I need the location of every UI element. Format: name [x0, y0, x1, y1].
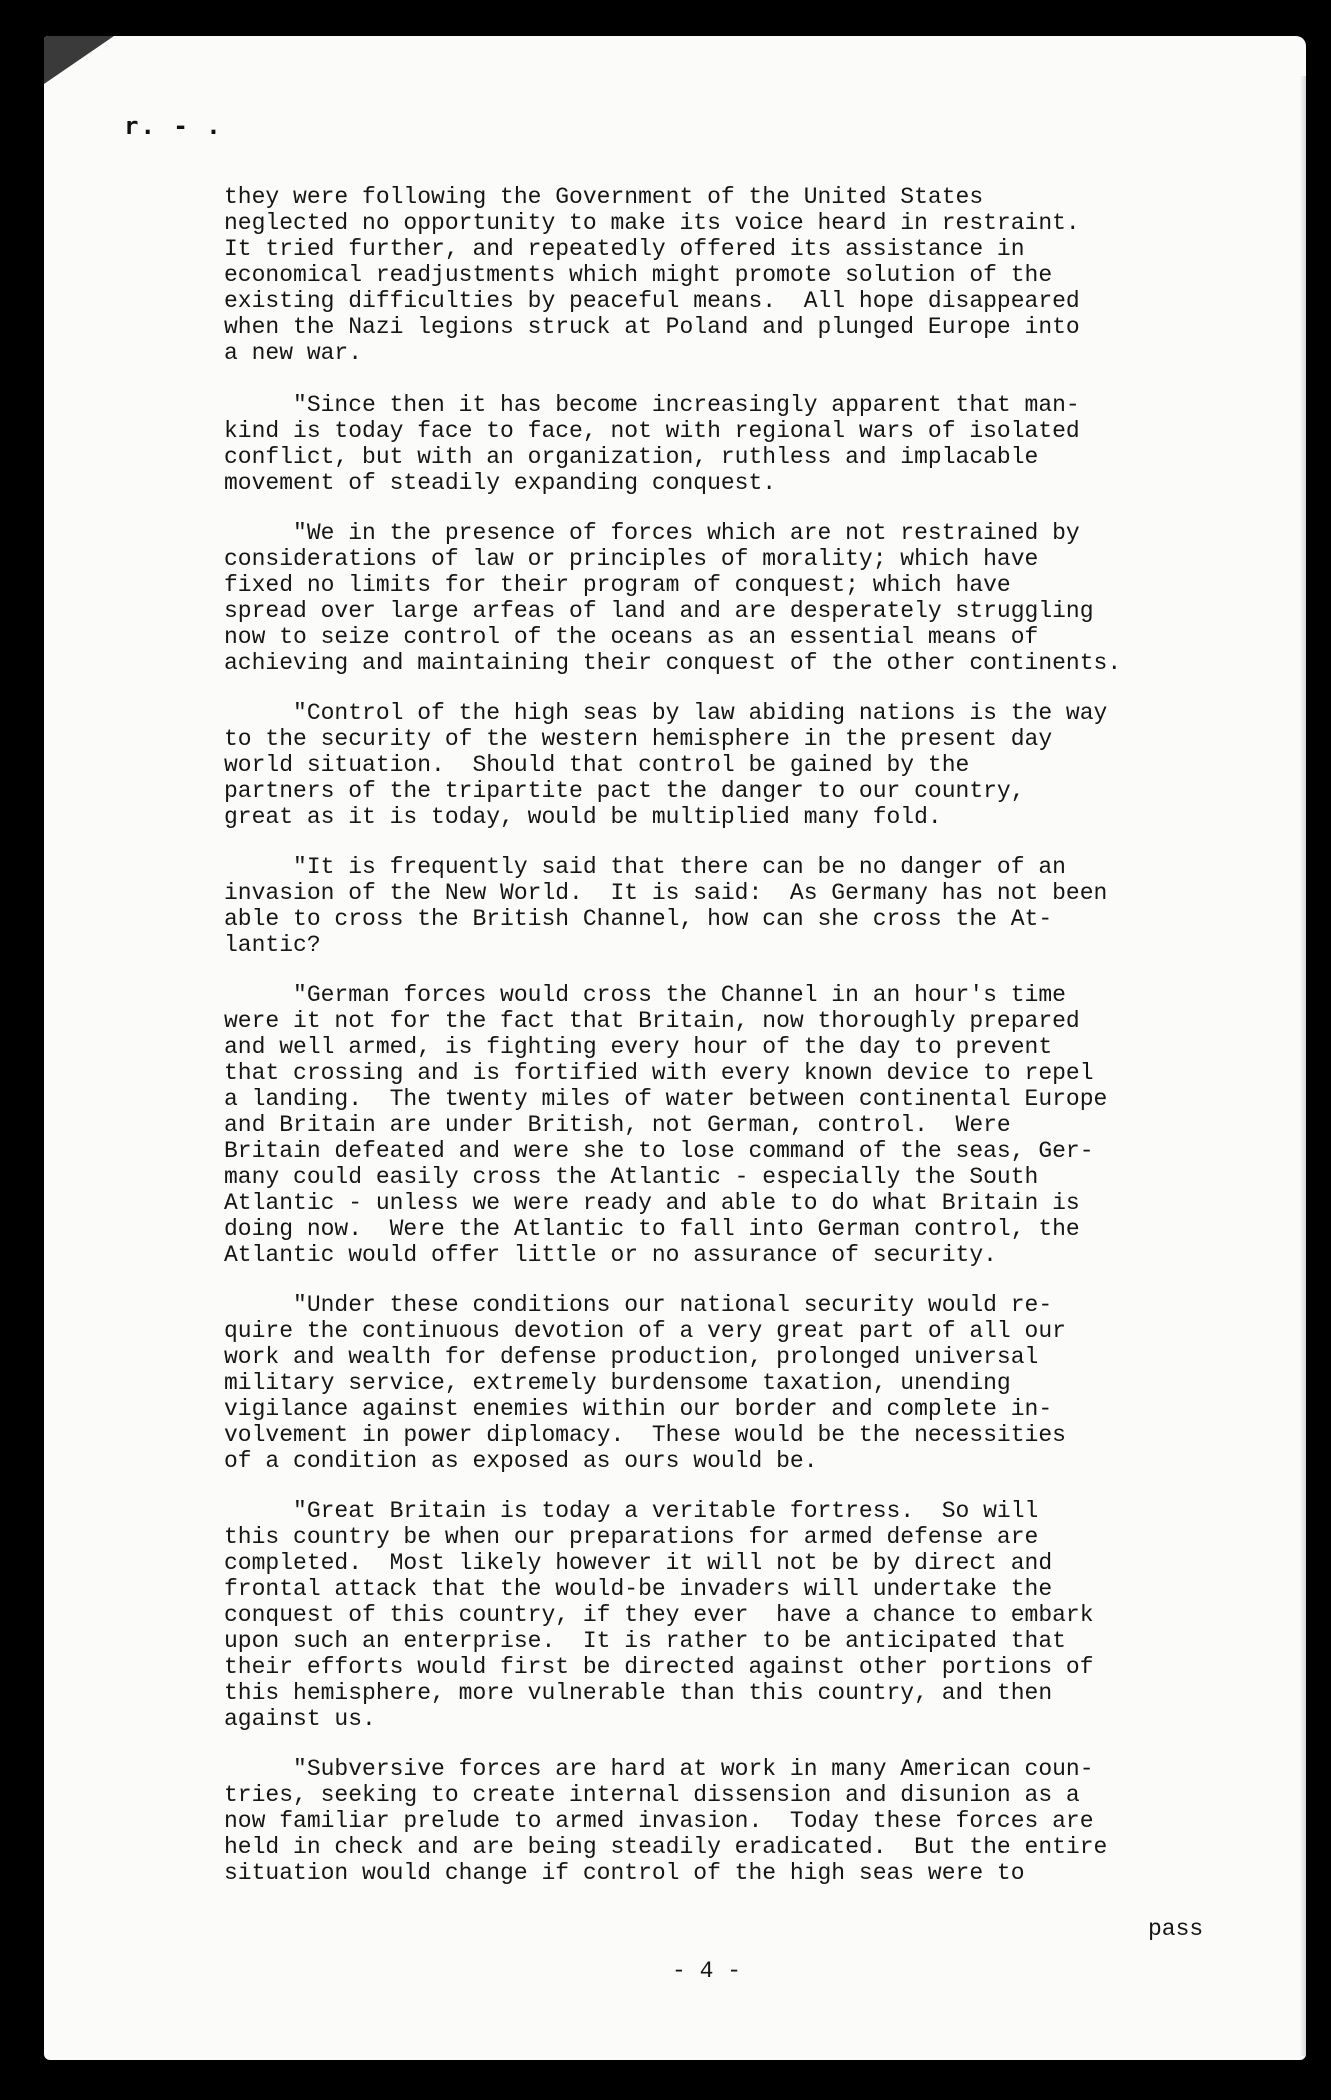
folded-corner — [44, 36, 114, 84]
page-number: - 4 - — [672, 1958, 742, 1984]
document-body — [224, 184, 1284, 1910]
paragraph-2: "Since then it has become increasingly apparent that man- kind is today face to face, not with regional wars of isolated conflict, but with an organization, ruthless and implacable movement of steadily expanding conquest. — [224, 392, 1080, 496]
paragraph-1: they were following the Government of the United States neglected no opportunity to make its voice heard in restraint. It tried further, and repeatedly offered its assistance in economical readjustments which might promote solution of the existing difficulties by peaceful means. All hope disappeared when the Nazi legions struck at Poland and plunged Europe into a new war. — [224, 184, 1080, 366]
paragraph-8: "Great Britain is today a veritable fortress. So will this country be when our preparations for armed defense are completed. Most likely however it will not be by direct and frontal attack that the would-be invaders will undertake the conquest of this country, if they ever have a chance to embark upon such an enterprise. It is rather to be anticipated that their efforts would first be directed against other portions of this hemisphere, more vulnerable than this country, and then against us. — [224, 1498, 1094, 1732]
paragraph-9: "Subversive forces are hard at work in many American coun- tries, seeking to create internal dissension and disunion as a now familiar prelude to armed invasion. Today these forces are held in check and are being steadily eradicated. But the entire situation would change if control of the high seas were to — [224, 1756, 1108, 1886]
continuation-word: pass — [1148, 1916, 1204, 1942]
paragraph-7: "Under these conditions our national security would re- quire the continuous devotion of a very great part of all our work and wealth for defense production, prolonged universal military service, extremely burdensome taxation, unending vigilance against enemies within our border and complete in- volvement in power diplomacy. These would be the necessities of a condition as exposed as ours would be. — [224, 1292, 1066, 1474]
paragraph-4: "Control of the high seas by law abiding nations is the way to the security of the western hemisphere in the present day world situation. Should that control be gained by the partners of the tripartite pact the danger to our country, great as it is today, would be multiplied many fold. — [224, 700, 1108, 830]
document-page — [44, 36, 1306, 2060]
paragraph-6: "German forces would cross the Channel in an hour's time were it not for the fact that Britain, now thoroughly prepared and well armed, is fighting every hour of the day to prevent that crossing and is fortified with every known device to repel a landing. The twenty miles of water between continental Europe and Britain are under British, not German, control. Were Britain defeated and were she to lose command of the seas, Ger- many could easily cross the Atlantic - especially the South Atlantic - unless we were ready and able to do what Britain is doing now. Were the Atlantic to fall into German control, the Atlantic would offer little or no assurance of security. — [224, 982, 1108, 1268]
paragraph-3: "We in the presence of forces which are not restrained by considerations of law or principles of morality; which have fixed no limits for their program of conquest; which have spread over large arfeas of land and are desperately struggling now to seize control of the oceans as an essential means of achieving and maintaining their conquest of the other continents. — [224, 520, 1122, 676]
page-edge-shadow — [1300, 76, 1306, 2056]
paragraph-5: "It is frequently said that there can be no danger of an invasion of the New World. It is said: As Germany has not been able to cross the British Channel, how can she cross the At- lantic? — [224, 854, 1108, 958]
margin-mark: r. - . — [124, 112, 223, 140]
